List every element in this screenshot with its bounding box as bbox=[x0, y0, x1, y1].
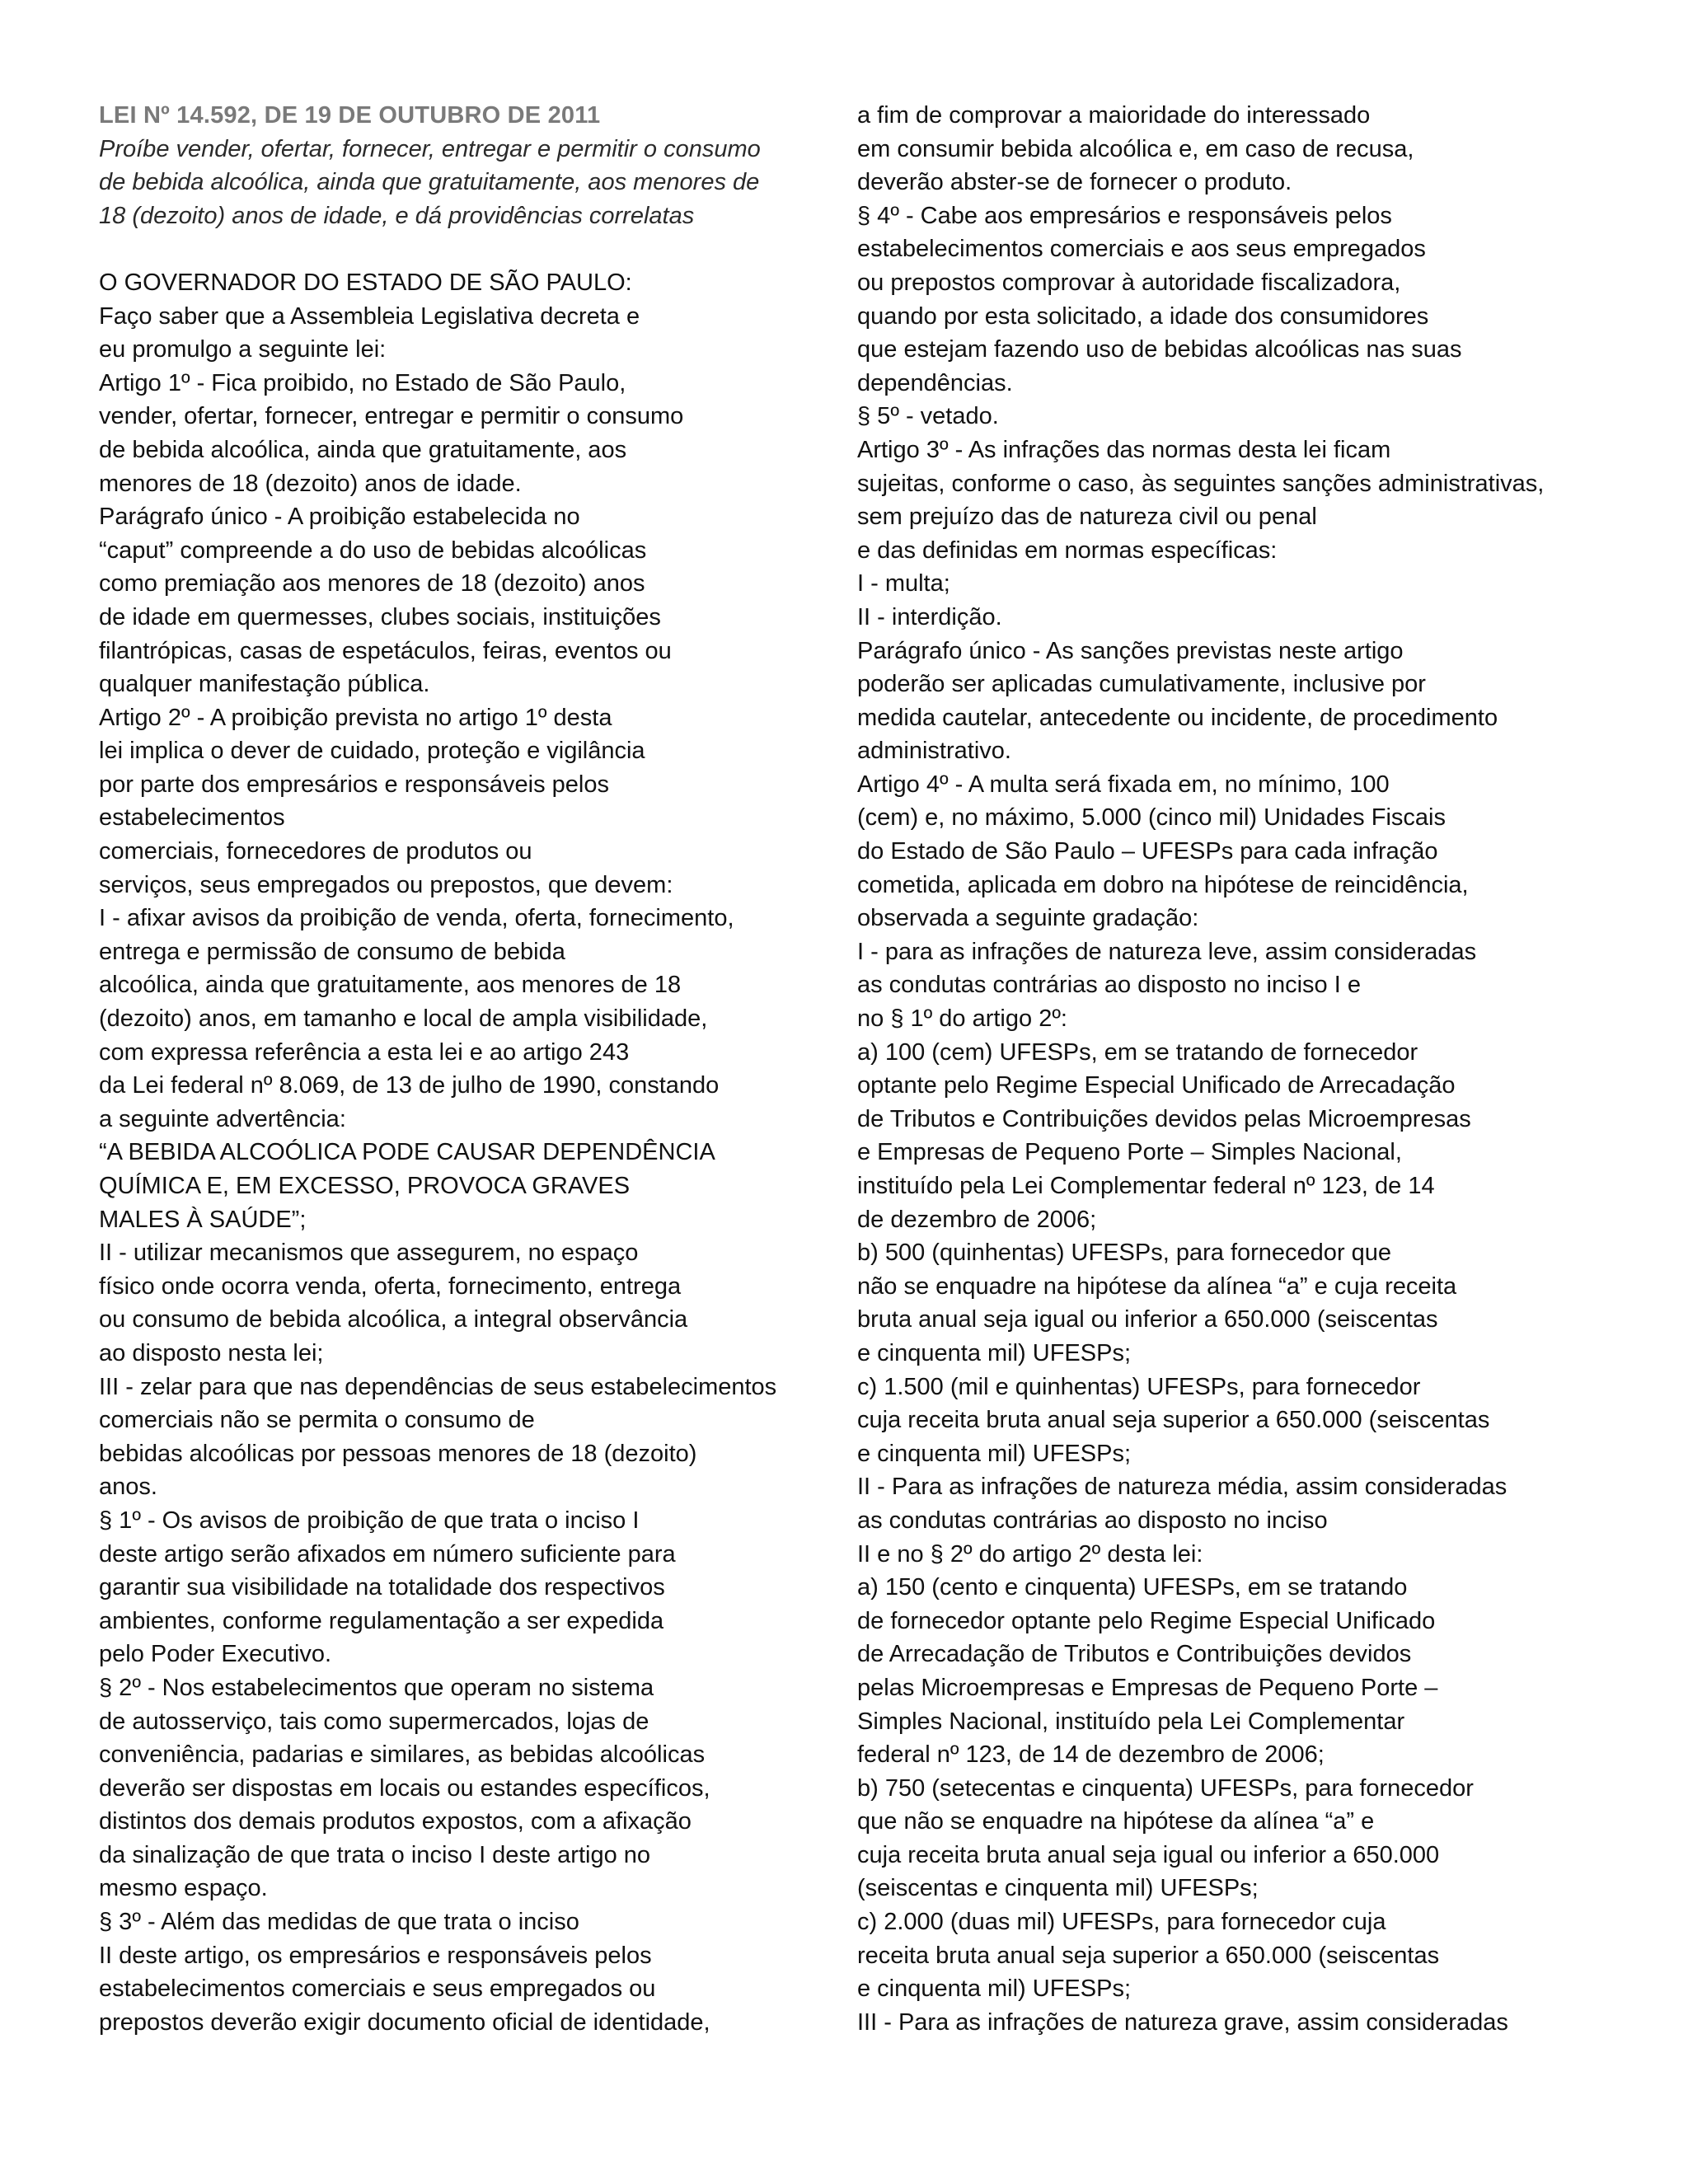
text-line: físico onde ocorra venda, oferta, fornecimento, entrega bbox=[99, 1272, 682, 1300]
text-line: comerciais não se permita o consumo de bbox=[99, 1407, 535, 1434]
text-line: § 1º - Os avisos de proibição de que trata o inciso I bbox=[99, 1507, 640, 1534]
law-title: LEI Nº 14.592, DE 19 DE OUTUBRO DE 2011 bbox=[99, 102, 601, 129]
text-line: instituído pela Lei Complementar federal nº 123, de 14 bbox=[857, 1173, 1435, 1199]
text-line: III - Para as infrações de natureza grave, assim consideradas bbox=[857, 2008, 1508, 2036]
text-line: § 5º - vetado. bbox=[857, 403, 999, 430]
law-summary-line: Proíbe vender, ofertar, fornecer, entregar e permitir o consumo bbox=[99, 135, 761, 162]
text-line: Artigo 3º - As infrações das normas desta lei ficam bbox=[857, 436, 1391, 463]
text-line: cuja receita bruta anual seja superior a 650.000 (seiscentas bbox=[857, 1407, 1490, 1434]
text-line: federal nº 123, de 14 de dezembro de 2006; bbox=[857, 1741, 1325, 1769]
text-line: QUÍMICA E, EM EXCESSO, PROVOCA GRAVES bbox=[99, 1173, 631, 1199]
text-line: deverão abster-se de fornecer o produto. bbox=[857, 169, 1292, 196]
text-line: anos. bbox=[99, 1474, 157, 1501]
text-line: § 4º - Cabe aos empresários e responsáveis pelos bbox=[857, 202, 1392, 229]
text-line: Parágrafo único - As sanções previstas neste artigo bbox=[857, 637, 1404, 664]
text-line: de idade em quermesses, clubes sociais, instituições bbox=[99, 603, 661, 630]
text-line: a) 150 (cento e cinquenta) UFESPs, em se tratando bbox=[857, 1574, 1408, 1601]
text-line: Faço saber que a Assembleia Legislativa decreta e bbox=[99, 302, 640, 330]
left-column bbox=[99, 99, 841, 2039]
text-line: como premiação aos menores de 18 (dezoito) anos bbox=[99, 570, 645, 598]
text-line: estabelecimentos comerciais e aos seus empregados bbox=[857, 236, 1426, 263]
text-line: sujeitas, conforme o caso, às seguintes sanções administrativas, bbox=[857, 470, 1545, 497]
left-column-body bbox=[99, 266, 841, 2039]
text-line: ao disposto nesta lei; bbox=[99, 1339, 324, 1366]
text-line: da sinalização de que trata o inciso I deste artigo no bbox=[99, 1841, 651, 1868]
text-line: e cinquenta mil) UFESPs; bbox=[857, 1975, 1132, 2003]
text-line: II deste artigo, os empresários e responsáveis pelos bbox=[99, 1942, 652, 1969]
text-line: não se enquadre na hipótese da alínea “a” e cuja receita bbox=[857, 1272, 1457, 1300]
text-line: II - utilizar mecanismos que assegurem, no espaço bbox=[99, 1240, 639, 1267]
text-line: Parágrafo único - A proibição estabelecida no bbox=[99, 504, 580, 531]
text-line: Artigo 1º - Fica proibido, no Estado de São Paulo, bbox=[99, 369, 626, 396]
text-line: optante pelo Regime Especial Unificado de Arrecadação bbox=[857, 1072, 1456, 1099]
text-line: qualquer manifestação pública. bbox=[99, 671, 430, 698]
text-line: pelo Poder Executivo. bbox=[99, 1641, 332, 1668]
text-line: da Lei federal nº 8.069, de 13 de julho de 1990, constando bbox=[99, 1072, 720, 1099]
text-line: comerciais, fornecedores de produtos ou bbox=[99, 838, 532, 865]
text-line: de bebida alcoólica, ainda que gratuitamente, aos bbox=[99, 436, 627, 463]
law-summary bbox=[99, 133, 841, 233]
text-line: que estejam fazendo uso de bebidas alcoólicas nas suas bbox=[857, 336, 1462, 363]
text-line: bruta anual seja igual ou inferior a 650.000 (seiscentas bbox=[857, 1306, 1438, 1333]
text-line: vender, ofertar, fornecer, entregar e permitir o consumo bbox=[99, 403, 684, 430]
text-line: § 3º - Além das medidas de que trata o inciso bbox=[99, 1909, 579, 1936]
text-line: prepostos deverão exigir documento oficial de identidade, bbox=[99, 2008, 710, 2036]
text-line: MALES À SAÚDE”; bbox=[99, 1206, 307, 1233]
text-line: conveniência, padarias e similares, as bebidas alcoólicas bbox=[99, 1741, 706, 1769]
text-line: e cinquenta mil) UFESPs; bbox=[857, 1339, 1132, 1366]
right-column bbox=[857, 99, 1599, 2039]
text-line: I - afixar avisos da proibição de venda, oferta, fornecimento, bbox=[99, 905, 734, 932]
text-line: c) 1.500 (mil e quinhentas) UFESPs, para fornecedor bbox=[857, 1373, 1421, 1400]
text-line: ou prepostos comprovar à autoridade fiscalizadora, bbox=[857, 269, 1401, 296]
right-column-body bbox=[857, 99, 1599, 2039]
text-line: II - interdição. bbox=[857, 603, 1002, 630]
text-line: em consumir bebida alcoólica e, em caso de recusa, bbox=[857, 135, 1414, 162]
text-line: as condutas contrárias ao disposto no inciso bbox=[857, 1507, 1328, 1534]
text-line: as condutas contrárias ao disposto no inciso I e bbox=[857, 972, 1361, 999]
text-line: O GOVERNADOR DO ESTADO DE SÃO PAULO: bbox=[99, 269, 632, 296]
text-line: a) 100 (cem) UFESPs, em se tratando de fornecedor bbox=[857, 1038, 1418, 1066]
text-line: (dezoito) anos, em tamanho e local de ampla visibilidade, bbox=[99, 1005, 708, 1033]
text-line: deste artigo serão afixados em número suficiente para bbox=[99, 1540, 676, 1568]
text-line: estabelecimentos comerciais e seus empregados ou bbox=[99, 1975, 656, 2003]
text-line: do Estado de São Paulo – UFESPs para cada infração bbox=[857, 838, 1438, 865]
text-line: I - multa; bbox=[857, 570, 950, 598]
text-line: de Arrecadação de Tributos e Contribuições devidos bbox=[857, 1641, 1412, 1668]
law-summary-line: de bebida alcoólica, ainda que gratuitamente, aos menores de bbox=[99, 169, 760, 196]
text-line: menores de 18 (dezoito) anos de idade. bbox=[99, 470, 522, 497]
text-line: receita bruta anual seja superior a 650.000 (seiscentas bbox=[857, 1942, 1440, 1969]
text-line: e cinquenta mil) UFESPs; bbox=[857, 1440, 1132, 1467]
text-line: III - zelar para que nas dependências de seus estabelecimentos bbox=[99, 1373, 777, 1400]
text-line: deverão ser dispostas em locais ou estandes específicos, bbox=[99, 1774, 710, 1802]
text-line: no § 1º do artigo 2º: bbox=[857, 1005, 1067, 1033]
text-line: b) 750 (setecentas e cinquenta) UFESPs, para fornecedor bbox=[857, 1774, 1474, 1802]
text-line: lei implica o dever de cuidado, proteção e vigilância bbox=[99, 738, 645, 765]
text-line: cuja receita bruta anual seja igual ou inferior a 650.000 bbox=[857, 1841, 1440, 1868]
text-line: com expressa referência a esta lei e ao artigo 243 bbox=[99, 1038, 630, 1066]
text-line: (seiscentas e cinquenta mil) UFESPs; bbox=[857, 1875, 1259, 1902]
text-line: II e no § 2º do artigo 2º desta lei: bbox=[857, 1540, 1203, 1568]
text-line: administrativo. bbox=[857, 738, 1011, 765]
text-line: medida cautelar, antecedente ou incidente, de procedimento bbox=[857, 704, 1498, 731]
text-line: ambientes, conforme regulamentação a ser expedida bbox=[99, 1607, 664, 1634]
text-line: bebidas alcoólicas por pessoas menores de 18 (dezoito) bbox=[99, 1440, 697, 1467]
text-line: de dezembro de 2006; bbox=[857, 1206, 1097, 1233]
paragraph-spacer bbox=[99, 232, 841, 266]
text-line: entrega e permissão de consumo de bebida bbox=[99, 938, 565, 965]
text-line: eu promulgo a seguinte lei: bbox=[99, 336, 387, 363]
text-line: de autosserviço, tais como supermercados, lojas de bbox=[99, 1708, 649, 1735]
text-line: a fim de comprovar a maioridade do interessado bbox=[857, 102, 1371, 129]
text-line: sem prejuízo das de natureza civil ou penal bbox=[857, 504, 1317, 531]
text-line: Artigo 2º - A proibição prevista no artigo 1º desta bbox=[99, 704, 612, 731]
text-line: cometida, aplicada em dobro na hipótese de reincidência, bbox=[857, 871, 1469, 898]
text-line: mesmo espaço. bbox=[99, 1875, 268, 1902]
text-line: alcoólica, ainda que gratuitamente, aos menores de 18 bbox=[99, 972, 682, 999]
text-line: observada a seguinte gradação: bbox=[857, 905, 1199, 932]
text-line: pelas Microempresas e Empresas de Pequeno Porte – bbox=[857, 1674, 1438, 1701]
text-line: e Empresas de Pequeno Porte – Simples Nacional, bbox=[857, 1139, 1402, 1166]
text-line: por parte dos empresários e responsáveis pelos bbox=[99, 771, 609, 798]
law-summary-line: 18 (dezoito) anos de idade, e dá providências correlatas bbox=[99, 202, 695, 229]
text-line: poderão ser aplicadas cumulativamente, inclusive por bbox=[857, 671, 1426, 698]
text-line: que não se enquadre na hipótese da alínea “a” e bbox=[857, 1808, 1375, 1835]
text-line: a seguinte advertência: bbox=[99, 1105, 346, 1132]
text-line: dependências. bbox=[857, 369, 1013, 396]
text-line: c) 2.000 (duas mil) UFESPs, para fornecedor cuja bbox=[857, 1909, 1386, 1936]
text-line: filantrópicas, casas de espetáculos, feiras, eventos ou bbox=[99, 637, 672, 664]
text-line: quando por esta solicitado, a idade dos consumidores bbox=[857, 302, 1429, 330]
text-line: b) 500 (quinhentas) UFESPs, para fornecedor que bbox=[857, 1240, 1392, 1267]
text-line: Artigo 4º - A multa será fixada em, no mínimo, 100 bbox=[857, 771, 1390, 798]
text-line: § 2º - Nos estabelecimentos que operam no sistema bbox=[99, 1674, 654, 1701]
text-line: Simples Nacional, instituído pela Lei Complementar bbox=[857, 1708, 1405, 1735]
text-line: serviços, seus empregados ou prepostos, que devem: bbox=[99, 871, 673, 898]
text-line: garantir sua visibilidade na totalidade dos respectivos bbox=[99, 1574, 665, 1601]
text-line: distintos dos demais produtos expostos, com a afixação bbox=[99, 1808, 692, 1835]
text-line: “caput” compreende a do uso de bebidas alcoólicas bbox=[99, 537, 647, 564]
text-line: e das definidas em normas específicas: bbox=[857, 537, 1278, 564]
text-line: I - para as infrações de natureza leve, assim consideradas bbox=[857, 938, 1477, 965]
text-line: de fornecedor optante pelo Regime Especial Unificado bbox=[857, 1607, 1436, 1634]
text-line: II - Para as infrações de natureza média, assim consideradas bbox=[857, 1474, 1507, 1501]
text-line: (cem) e, no máximo, 5.000 (cinco mil) Unidades Fiscais bbox=[857, 804, 1446, 832]
text-line: de Tributos e Contribuições devidos pelas Microempresas bbox=[857, 1105, 1471, 1132]
text-line: estabelecimentos bbox=[99, 804, 285, 832]
text-line: ou consumo de bebida alcoólica, a integral observância bbox=[99, 1306, 688, 1333]
text-line: “A BEBIDA ALCOÓLICA PODE CAUSAR DEPENDÊNCIA bbox=[99, 1139, 715, 1166]
